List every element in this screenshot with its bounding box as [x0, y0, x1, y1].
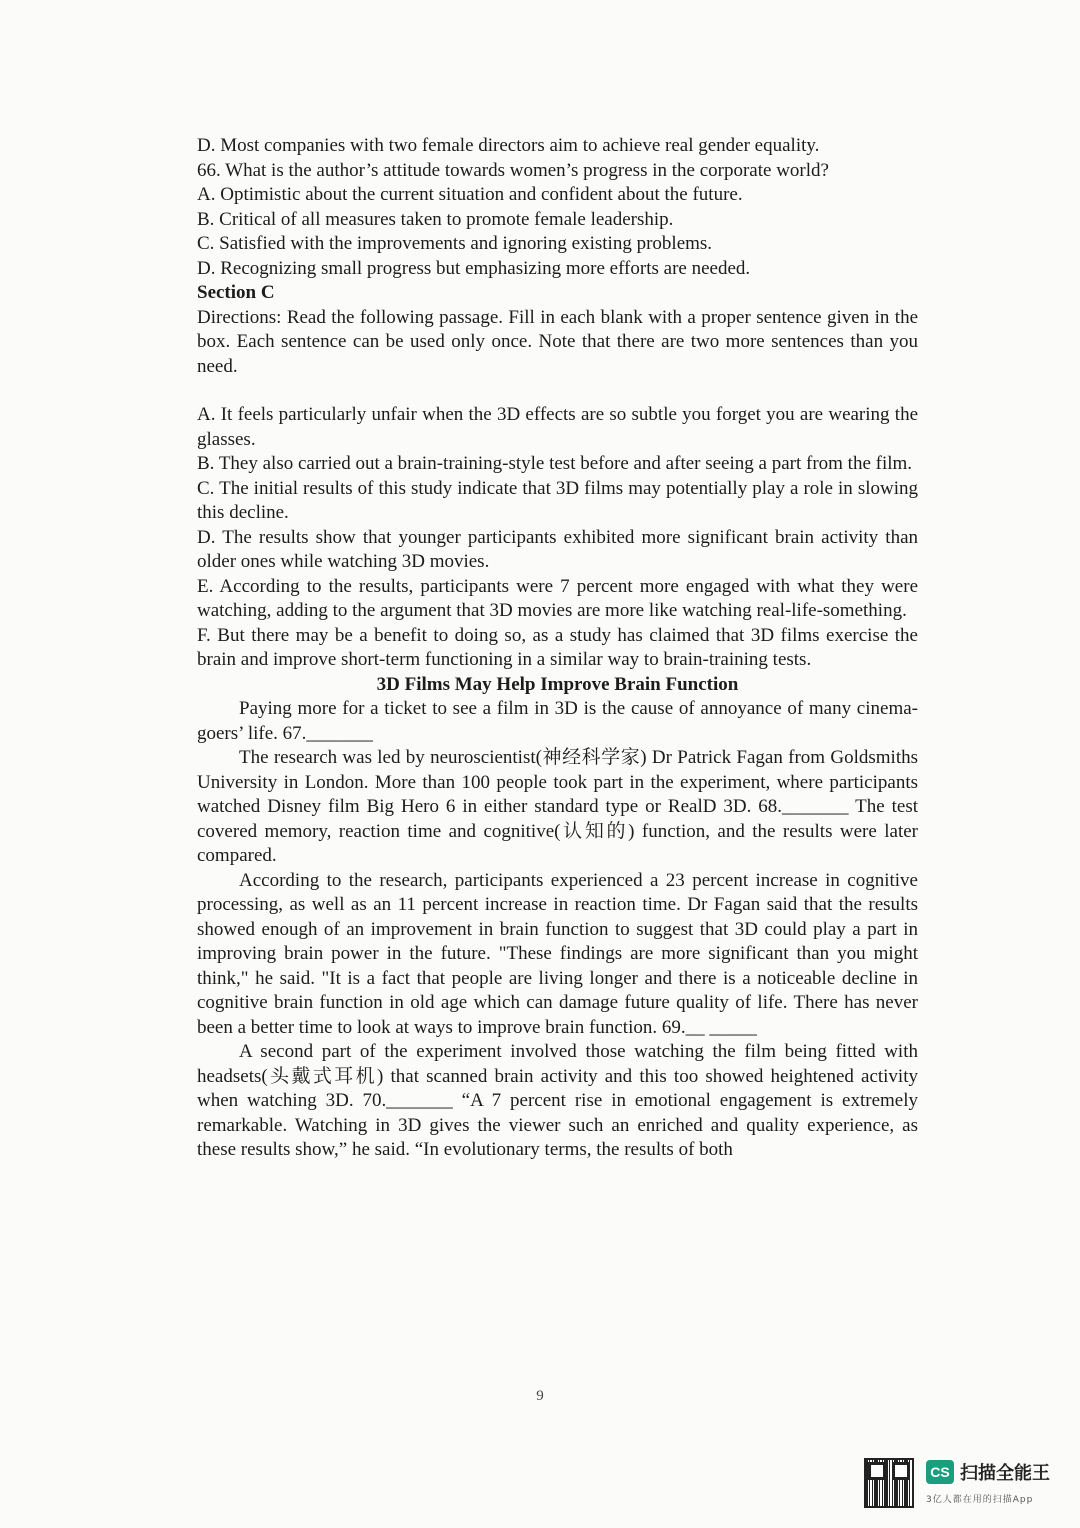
section-c-directions: Directions: Read the following passage. Fill in each blank with a proper sentence given in the box. Each sentence can be used only once. Note that there are two more sentences than you need. — [197, 306, 918, 377]
sentence-options — [197, 403, 918, 673]
sentence-option-a: A. It feels particularly unfair when the 3D effects are so subtle you forget you are wearing the glasses. — [197, 404, 918, 450]
app-slogan: 3亿人都在用的扫描App — [926, 1495, 1034, 1505]
passage-paragraph: According to the research, participants experienced a 23 percent increase in cognitive processing, as well as an 11 percent increase in reaction time. Dr Fagan said that the results showed enough of an improvement in brain function to suggest that 3D could play a part in improving brain power in the future. "These findings are more significant than you might think," he said. "It is a fact that people are living longer and there is a noticeable decline in cognitive brain function in old age which can damage future quality of life. There has never been a better time to look at ways to improve brain function. 69.__ _____ — [197, 869, 918, 1038]
sentence-option-c: C. The initial results of this study indicate that 3D films may potentially play a role in slowing this decline. — [197, 477, 918, 523]
q66-question: 66. What is the author’s attitude towards women’s progress in the corporate world? — [197, 159, 829, 181]
q66-option-c: C. Satisfied with the improvements and ignoring existing problems. — [197, 233, 713, 254]
sentence-option-f: F. But there may be a benefit to doing so, as a study has claimed that 3D films exercise the brain and improve short-term functioning in a similar way to brain-training tests. — [197, 624, 918, 670]
passage-paragraph: The research was led by neuroscientist(神经科学家) Dr Patrick Fagan from Goldsmiths University in London. More than 100 people took part in the experiment, where participants watched Disney film Big Hero 6 in either standard type or RealD 3D. 68._______ The test covered memory, reaction time and cognitive(认知的) function, and the results were later compared. — [197, 747, 918, 866]
q66-option-a: A. Optimistic about the current situation and confident about the future. — [197, 184, 743, 205]
passage-paragraph: A second part of the experiment involved those watching the film being fitted with headsets(头戴式耳机) that scanned brain activity and this too showed heightened activity when watching 3D. 70._______ “A 7 percent rise in emotional engagement is extremely remarkable. Watching in 3D gives the viewer such an enriched and quality experience, as these results show,” he said. “In evolutionary terms, the results of both — [197, 1041, 918, 1160]
section-c-heading: Section C — [197, 282, 275, 303]
qr-code-icon — [864, 1458, 914, 1508]
page-number: 9 — [536, 1388, 544, 1404]
scanner-watermark — [864, 1458, 1064, 1508]
sentence-option-e: E. According to the results, participants were 7 percent more engaged with what they were watching, adding to the argument that 3D movies are more like watching real-life-something. — [197, 575, 918, 621]
sentence-option-d: D. The results show that younger participants exhibited more significant brain activity than older ones while watching 3D movies. — [197, 526, 918, 572]
passage-paragraph: Paying more for a ticket to see a film in 3D is the cause of annoyance of many cinema-goers’ life. 67._______ — [197, 698, 918, 744]
cs-logo: CS — [926, 1460, 954, 1484]
sentence-option-b: B. They also carried out a brain-training-style test before and after seeing a part from the film. — [197, 453, 913, 474]
q66-option-b: B. Critical of all measures taken to promote female leadership. — [197, 208, 674, 230]
app-name: 扫描全能王 — [960, 1463, 1050, 1484]
q66-option-d: D. Recognizing small progress but emphasizing more efforts are needed. — [197, 257, 751, 279]
exam-page — [197, 134, 918, 1163]
passage-title: 3D Films May Help Improve Brain Function — [376, 673, 739, 695]
q65-option-d: D. Most companies with two female directors aim to achieve real gender equality. — [197, 135, 820, 156]
